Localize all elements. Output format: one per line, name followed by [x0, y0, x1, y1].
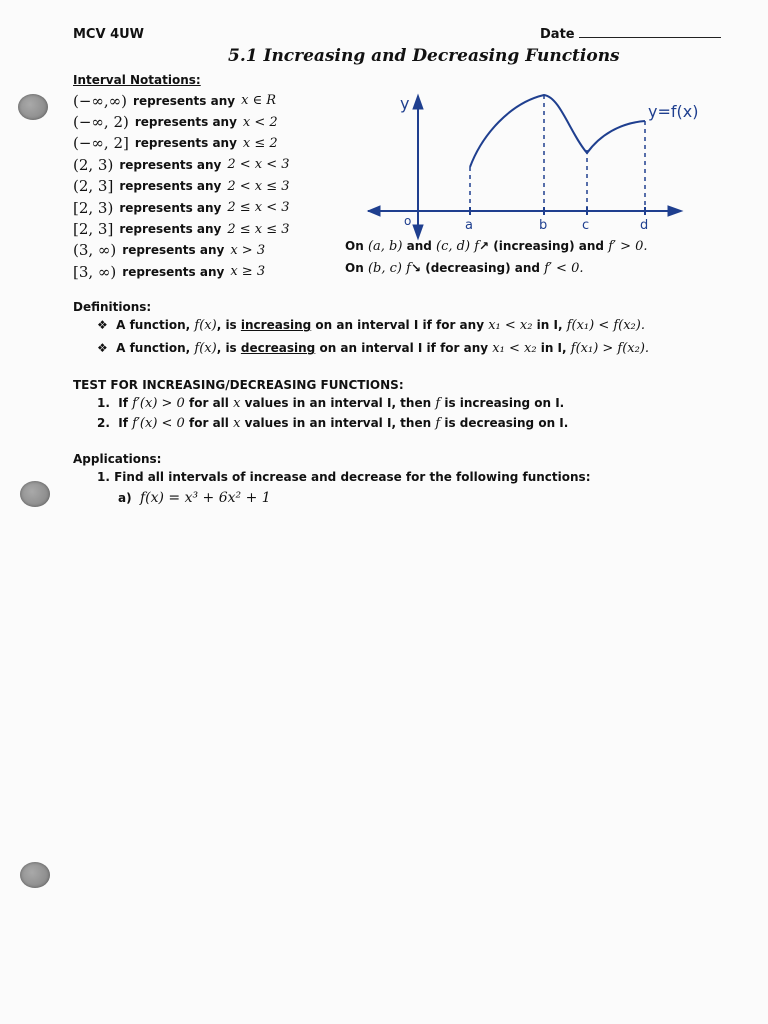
binder-hole-middle [20, 481, 50, 507]
test-item-increasing: 1. If f′(x) > 0 for all x values in an interval I, then f is increasing on I. [97, 396, 565, 411]
y-axis-arrow-down [413, 225, 423, 239]
interval-condition: x < 2 [242, 114, 278, 130]
interval-connector: represents any [119, 200, 222, 215]
date-label: Date [540, 27, 575, 42]
x-axis-arrow-right [668, 206, 682, 216]
interval-connector: represents any [122, 243, 225, 258]
x-label-b: b [539, 218, 548, 233]
interval-notation-row [73, 197, 373, 218]
interval-expression: [3, ∞) [73, 262, 117, 281]
application-item: 1. Find all intervals of increase and decrease for the following functions: [97, 470, 591, 484]
interval-condition: 2 < x ≤ 3 [227, 178, 290, 194]
interval-connector: represents any [119, 179, 222, 194]
interval-notation-row [73, 240, 373, 261]
interval-expression: [2, 3) [73, 198, 114, 217]
interval-expression: [2, 3] [73, 220, 114, 239]
interval-condition: 2 < x < 3 [227, 157, 290, 173]
interval-expression: (2, 3] [73, 177, 114, 196]
graph-svg [360, 85, 705, 285]
definition-increasing: ❖ A function, f(x), is increasing on an interval I if for any x₁ < x₂ in I, f(x₁) < f(x₂). [97, 318, 645, 333]
interval-notation-row [73, 133, 373, 154]
interval-expression: (−∞, 2] [73, 134, 129, 153]
x-label-d: d [640, 218, 649, 233]
x-axis-arrow-left [368, 206, 380, 216]
interval-connector: represents any [133, 93, 236, 108]
interval-connector: represents any [122, 264, 225, 279]
interval-notations-heading: Interval Notations: [73, 73, 201, 87]
interval-notation-row [73, 176, 373, 197]
interval-connector: represents any [119, 222, 222, 237]
definitions-heading: Definitions: [73, 300, 152, 314]
origin-label: o [404, 214, 412, 228]
interval-condition: x > 3 [230, 242, 266, 258]
course-code: MCV 4UW [73, 27, 145, 42]
interval-notation-row [73, 111, 373, 132]
test-item-decreasing: 2. If f′(x) < 0 for all x values in an interval I, then f is decreasing on I. [97, 416, 569, 431]
function-curve [470, 95, 645, 167]
interval-condition: x ∈ R [241, 93, 277, 109]
y-axis-arrow-up [413, 95, 423, 109]
note-increasing: On (a, b) and (c, d) f↗ (increasing) and f′ > 0. [345, 239, 648, 254]
increasing-arrow-icon: ↗ [479, 239, 490, 253]
interval-connector: represents any [134, 136, 237, 151]
interval-notation-list [73, 90, 373, 283]
interval-expression: (−∞, 2) [73, 113, 129, 132]
x-label-a: a [465, 218, 473, 233]
interval-condition: 2 ≤ x ≤ 3 [227, 221, 290, 237]
date-blank-line [579, 27, 721, 38]
binder-hole-bottom [20, 862, 50, 888]
definition-decreasing: ❖ A function, f(x), is decreasing on an interval I if for any x₁ < x₂ in I, f(x₁) > f(x₂). [97, 341, 650, 356]
curve-label: y=f(x) [648, 102, 699, 121]
interval-connector: represents any [119, 157, 222, 172]
interval-notation-row [73, 218, 373, 239]
interval-notation-row [73, 90, 373, 111]
function-graph [345, 85, 705, 289]
interval-condition: 2 ≤ x < 3 [227, 200, 290, 216]
binder-hole-top [18, 94, 48, 120]
date-field [540, 27, 721, 42]
test-heading: TEST FOR INCREASING/DECREASING FUNCTIONS: [73, 378, 404, 392]
application-sub-a: a) f(x) = x³ + 6x² + 1 [118, 490, 271, 506]
interval-expression: (−∞,∞) [73, 91, 128, 110]
bullet-icon: ❖ [97, 341, 108, 355]
applications-heading: Applications: [73, 452, 162, 466]
decreasing-arrow-icon: ↘ [410, 261, 422, 275]
interval-connector: represents any [134, 115, 237, 130]
interval-expression: (3, ∞) [73, 241, 117, 260]
interval-condition: x ≥ 3 [230, 264, 266, 280]
note-decreasing: On (b, c) f↘ (decreasing) and f′ < 0. [345, 261, 584, 276]
y-axis-label: y [400, 94, 410, 113]
x-label-c: c [582, 218, 590, 233]
interval-condition: x ≤ 2 [242, 135, 278, 151]
interval-notation-row [73, 154, 373, 175]
bullet-icon: ❖ [97, 318, 108, 332]
interval-notation-row [73, 261, 373, 282]
page-title: 5.1 Increasing and Decreasing Functions [228, 46, 620, 66]
interval-expression: (2, 3) [73, 155, 114, 174]
